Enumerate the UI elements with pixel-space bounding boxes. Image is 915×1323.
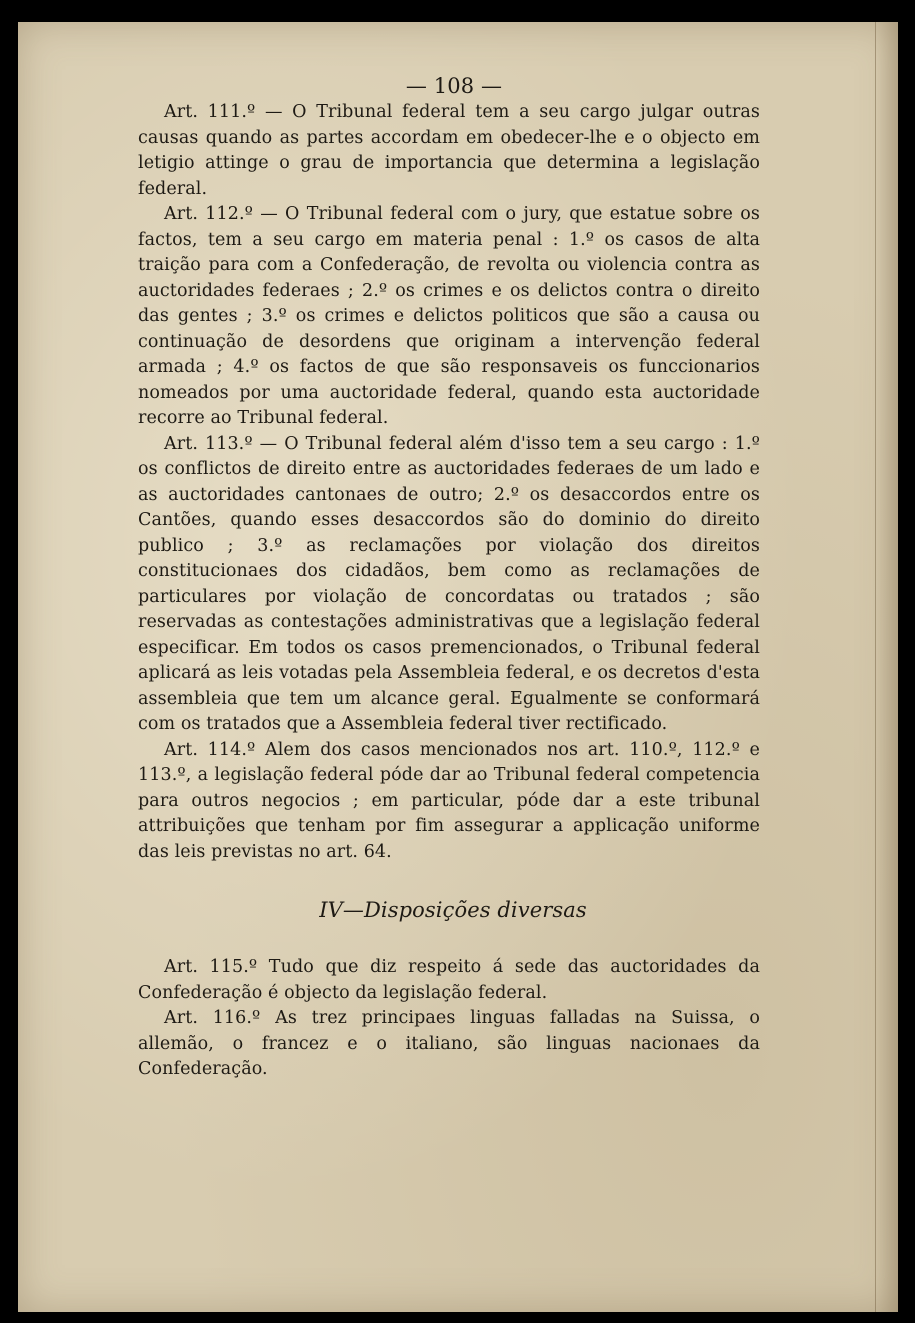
article-112: Art. 112.º — O Tribunal federal com o jury, que estatue sobre os factos, tem a seu cargo em materia penal : 1.º os casos de alta traição para com a Confederação, de revolta ou violencia contra as auctoridades federaes ; 2.º os crimes e os delictos contra o direito das gentes ; 3.º os crimes e delictos politicos que são a causa ou continuação de desordens que originam a intervenção federal armada ; 4.º os factos de que são responsaveis os funccionarios nomeados por uma auctoridade federal, quando esta auctoridade recorre ao Tribunal federal. bbox=[138, 204, 760, 428]
section-title: IV—Disposições diversas bbox=[319, 898, 587, 922]
page-text-block bbox=[138, 72, 760, 1083]
article-116: Art. 116.º As trez principaes linguas falladas na Suissa, o allemão, o francez e o italiano, são linguas nacionaes da Confederação. bbox=[138, 1008, 760, 1079]
page-edge bbox=[875, 22, 898, 1312]
article-111: Art. 111.º — O Tribunal federal tem a seu cargo julgar outras causas quando as partes accordam em obedecer-lhe e o objecto em letigio attinge o grau de importancia que determina a legislação federal. bbox=[138, 102, 760, 199]
article-114: Art. 114.º Alem dos casos mencionados nos art. 110.º, 112.º e 113.º, a legislação federal póde dar ao Tribunal federal competencia para outros negocios ; em particular, póde dar a este tribunal attribuições que tenham por fim assegurar a applicação uniforme das leis previstas no art. 64. bbox=[138, 739, 760, 862]
article-113: Art. 113.º — O Tribunal federal além d'isso tem a seu cargo : 1.º os conflictos de direito entre as auctoridades federaes de um lado e as auctoridades cantonaes de outro; 2.º os desaccordos entre os Cantões, quando esses desaccordos são do dominio do direito publico ; 3.º as reclamações por violação dos direitos constitucionaes dos cidadãos, bem como as reclamações de particulares por violação de concordatas ou tratados ; são reservadas as contestações administrativas que a legislação federal especificar. Em todos os casos premencionados, o Tribunal federal aplicará as leis votadas pela Assembleia federal, e os decretos d'esta assembleia que tem um alcance geral. Egualmente se conformará com os tratados que a Assembleia federal tiver rectificado. bbox=[138, 433, 760, 734]
page-number: — 108 — bbox=[405, 74, 503, 98]
article-115: Art. 115.º Tudo que diz respeito á sede das auctoridades da Confederação é objecto da legislação federal. bbox=[138, 957, 760, 1003]
